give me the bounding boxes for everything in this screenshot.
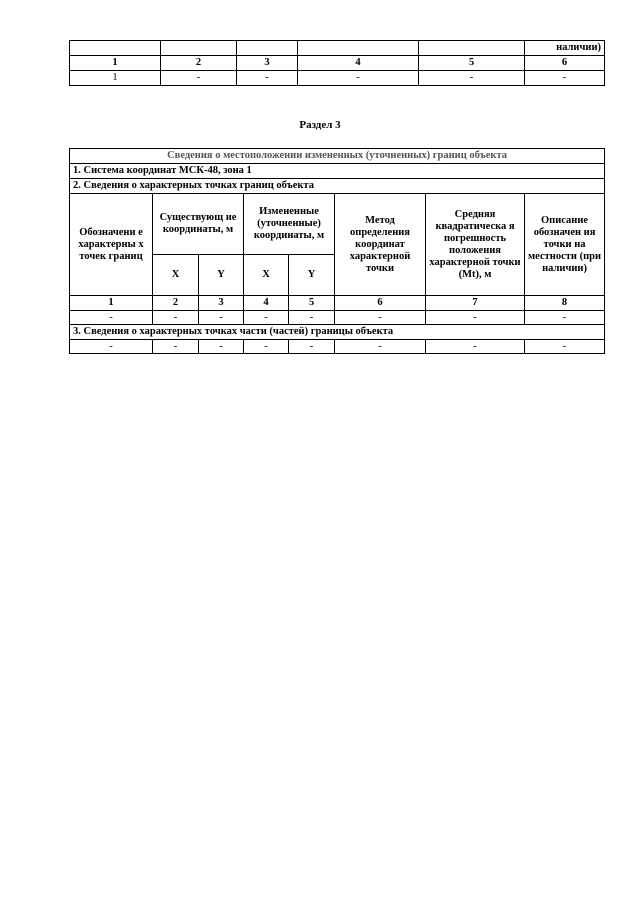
table-row [70,149,605,164]
table-cell: - [419,71,525,86]
column-number: 7 [426,296,525,311]
section-title: Раздел 3 [299,119,341,131]
table-row [70,56,605,71]
header-y: Y [199,255,244,296]
header-x: X [244,255,289,296]
header-existing-coords: Существующ ие координаты, м [153,194,244,255]
table-row [70,164,605,179]
table-cell: - [237,71,298,86]
table-cell: 1 [70,71,161,86]
table-cell: - [153,311,199,325]
column-number: 3 [237,56,298,71]
table-row [70,325,605,340]
top-table [69,40,605,86]
table-cell: - [525,340,605,354]
header-changed-coords: Измененные (уточненные) координаты, м [244,194,335,255]
table-cell: - [335,311,426,325]
table-row [70,71,605,86]
column-number: 1 [70,56,161,71]
coordinate-system-line: 1. Система координат МСК-48, зона 1 [70,164,605,179]
table-row [70,194,605,255]
table-cell: наличии) [525,41,605,56]
table-cell: - [199,340,244,354]
table-cell: - [525,311,605,325]
table-cell: - [244,311,289,325]
table-cell: - [525,71,605,86]
part-points-section-line: 3. Сведения о характерных точках части (частей) границы объекта [70,325,605,340]
table-cell [419,41,525,56]
header-error: Средняя квадратическа я погрешность положения характерной точки (Mt), м [426,194,525,296]
column-number: 5 [419,56,525,71]
table-cell [298,41,419,56]
points-section-line: 2. Сведения о характерных точках границ объекта [70,179,605,194]
column-number: 4 [298,56,419,71]
table-cell: - [244,340,289,354]
header-y: Y [289,255,335,296]
table-cell: - [298,71,419,86]
table-cell: - [426,311,525,325]
table-cell: - [426,340,525,354]
header-point-designation: Обозначени е характерны х точек границ [70,194,153,296]
header-method: Метод определения координат характерной точки [335,194,426,296]
column-number: 3 [199,296,244,311]
column-number: 5 [289,296,335,311]
table-cell [161,41,237,56]
column-number: 8 [525,296,605,311]
table-cell [70,41,161,56]
column-number: 2 [153,296,199,311]
header-description: Описание обозначен ия точки на местности (при наличии) [525,194,605,296]
table-cell [237,41,298,56]
table-cell: - [335,340,426,354]
column-number: 6 [335,296,426,311]
table-row [70,296,605,311]
column-number: 1 [70,296,153,311]
header-x: X [153,255,199,296]
table-cell: - [161,71,237,86]
table-cell: - [70,340,153,354]
table-row [70,311,605,325]
table-row [70,179,605,194]
table-cell: - [289,311,335,325]
table-cell: - [199,311,244,325]
column-number: 4 [244,296,289,311]
main-table [69,148,605,354]
column-number: 6 [525,56,605,71]
table-cell: - [289,340,335,354]
table-row [70,41,605,56]
column-number: 2 [161,56,237,71]
table-title: Сведения о местоположении измененных (уточненных) границ объекта [70,149,605,164]
table-row [70,340,605,354]
table-cell: - [153,340,199,354]
table-cell: - [70,311,153,325]
